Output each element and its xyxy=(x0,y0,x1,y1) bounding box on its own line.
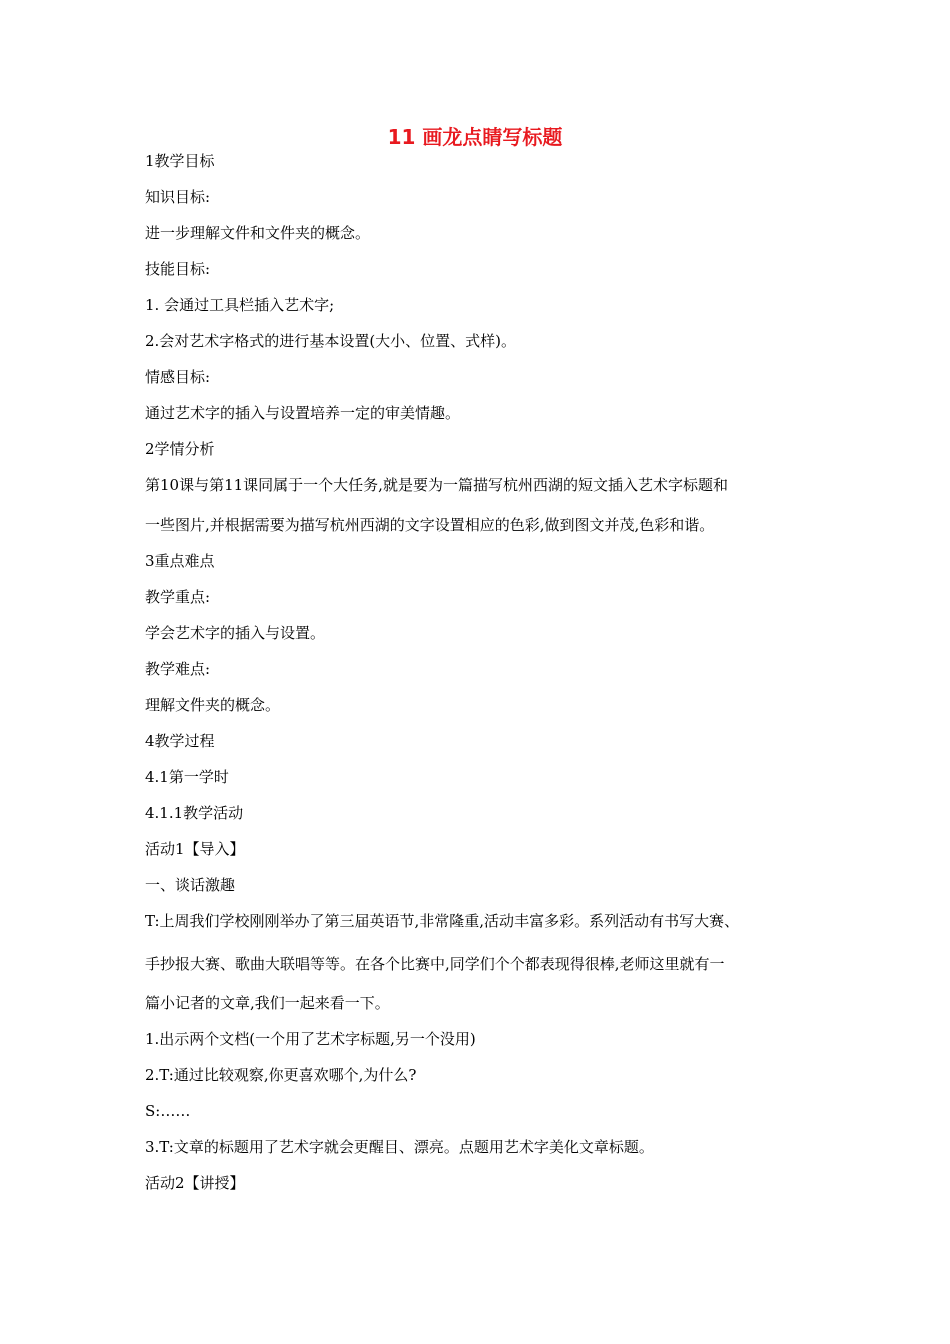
text-line: 活动1【导入】 xyxy=(145,840,245,858)
text-line: 1教学目标 xyxy=(145,152,215,170)
text-line: 第10课与第11课同属于一个大任务,就是要为一篇描写杭州西湖的短文插入艺术字标题和 xyxy=(145,476,728,494)
text-line: 通过艺术字的插入与设置培养一定的审美情趣。 xyxy=(145,404,461,422)
text-line: 2.会对艺术字格式的进行基本设置(大小、位置、式样)。 xyxy=(145,332,517,350)
text-line: 知识目标: xyxy=(145,188,211,206)
text-line: 1. 会通过工具栏插入艺术字; xyxy=(145,296,335,314)
document-title: 11 画龙点睛写标题 xyxy=(387,125,563,149)
text-line: 3重点难点 xyxy=(145,552,215,570)
text-line: 2学情分析 xyxy=(145,440,215,458)
text-line: 进一步理解文件和文件夹的概念。 xyxy=(145,224,371,242)
text-line: 4教学过程 xyxy=(145,732,215,750)
text-line: T:上周我们学校刚刚举办了第三届英语节,非常隆重,活动丰富多彩。系列活动有书写大赛、 xyxy=(145,912,740,930)
text-line: 技能目标: xyxy=(145,260,211,278)
text-line: 教学难点: xyxy=(145,660,211,678)
text-line: 手抄报大赛、歌曲大联唱等等。在各个比赛中,同学们个个都表现得很棒,老师这里就有一 xyxy=(145,955,725,973)
text-line: 教学重点: xyxy=(145,588,211,606)
text-line: 情感目标: xyxy=(145,368,211,386)
text-line: 4.1.1教学活动 xyxy=(145,804,244,822)
text-line: 1.出示两个文档(一个用了艺术字标题,另一个没用) xyxy=(145,1030,476,1048)
text-line: 3.T:文章的标题用了艺术字就会更醒目、漂亮。点题用艺术字美化文章标题。 xyxy=(145,1138,654,1156)
text-line: S:…… xyxy=(145,1102,191,1120)
text-line: 一些图片,并根据需要为描写杭州西湖的文字设置相应的色彩,做到图文并茂,色彩和谐。 xyxy=(145,516,715,534)
text-line: 学会艺术字的插入与设置。 xyxy=(145,624,326,642)
text-line: 活动2【讲授】 xyxy=(145,1174,245,1192)
text-line: 2.T:通过比较观察,你更喜欢哪个,为什么? xyxy=(145,1066,417,1084)
text-line: 4.1第一学时 xyxy=(145,768,229,786)
text-line: 理解文件夹的概念。 xyxy=(145,696,281,714)
text-line: 篇小记者的文章,我们一起来看一下。 xyxy=(145,994,390,1012)
text-line: 一、谈话激趣 xyxy=(145,876,236,894)
